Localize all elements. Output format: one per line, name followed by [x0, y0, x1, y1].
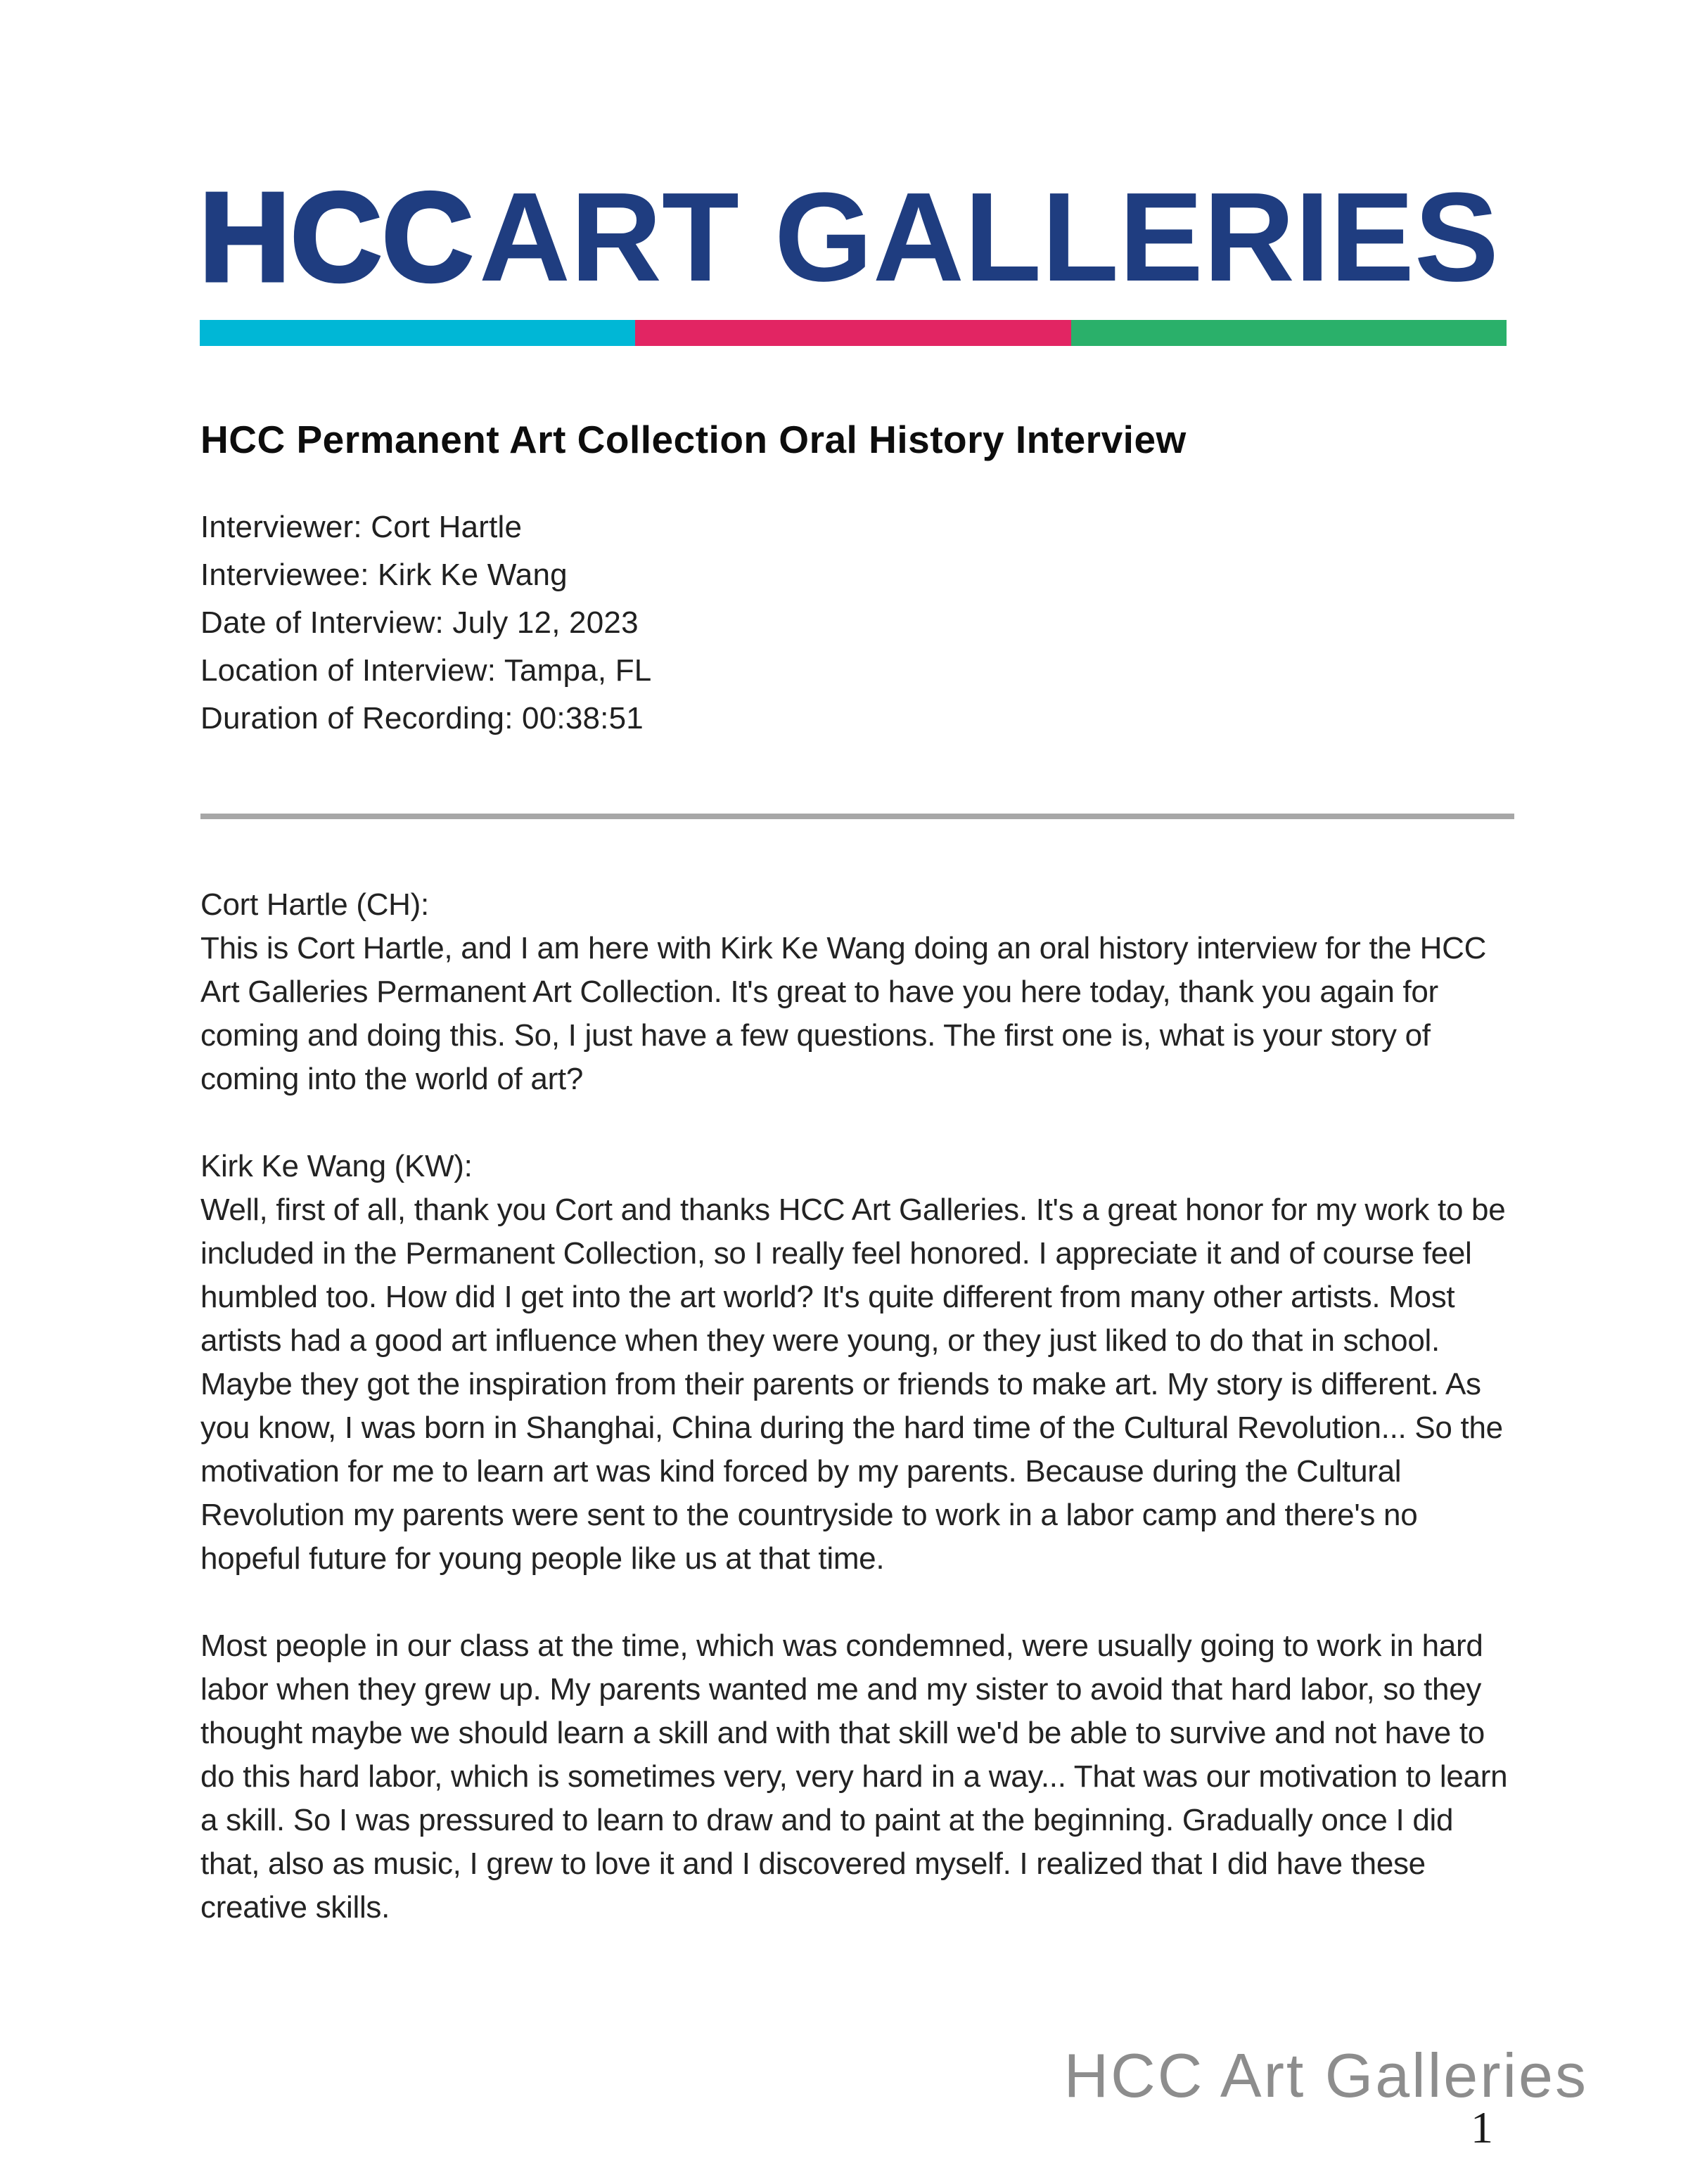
brand-bar-segment	[635, 320, 1070, 346]
transcript-paragraph	[200, 883, 1510, 1101]
transcript-paragraph	[200, 1145, 1510, 1581]
brand-color-bar	[200, 320, 1507, 346]
speaker-label: Kirk Ke Wang (KW):	[200, 1149, 473, 1183]
page-number: 1	[1471, 2102, 1493, 2152]
section-divider	[200, 814, 1514, 819]
speaker-label: Cort Hartle (CH):	[200, 887, 429, 922]
interview-metadata	[200, 503, 1509, 743]
metadata-location: Location of Interview: Tampa, FL	[200, 653, 652, 688]
page-title: HCC Permanent Art Collection Oral History Interview	[200, 418, 1187, 461]
logo-hcc-text: HCC	[199, 167, 473, 308]
metadata-date: Date of Interview: July 12, 2023	[200, 605, 639, 640]
metadata-duration: Duration of Recording: 00:38:51	[200, 701, 644, 736]
brand-bar-segment	[1071, 320, 1507, 346]
speaker-text: Most people in our class at the time, which was condemned, were usually going to work in hard labor when they grew up. My parents wanted me and my sister to avoid that hard labor, so they thought maybe we should learn a skill and with that skill we'd be able to survive and not have to do this hard labor, which is sometimes very, very hard in a way... That was our motivation to learn a skill. So I was pressured to learn to draw and to paint at the beginning. Gradually once I did that, also as music, I grew to love it and I discovered myself. I realized that I did have these creative skills.	[200, 1629, 1508, 1925]
speaker-text: This is Cort Hartle, and I am here with Kirk Ke Wang doing an oral history interview for the HCC Art Galleries Permanent Art Collection. It's great to have you here today, thank you again for coming and doing this. So, I just have a few questions. The first one is, what is your story of coming into the world of art?	[200, 931, 1487, 1096]
footer-watermark: HCC Art Galleries	[1063, 2041, 1588, 2110]
speaker-text: Well, first of all, thank you Cort and thanks HCC Art Galleries. It's a great honor for my work to be included in the Permanent Collection, so I really feel honored. I appreciate it and of course feel humbled too. How did I get into the art world? It's quite different from many other artists. Most artists had a good art influence when they were young, or they just liked to do that in school. Maybe they got the inspiration from their parents or friends to make art. My story is different. As you know, I was born in Shanghai, China during the hard time of the Cultural Revolution... So the motivation for me to learn art was kind forced by my parents. Because during the Cultural Revolution my parents were sent to the countryside to work in a labor camp and there's no hopeful future for young people like us at that time.	[200, 1193, 1506, 1576]
brand-bar-segment	[200, 320, 635, 346]
logo-art-galleries-text: ART GALLERIES	[478, 167, 1500, 308]
hcc-art-galleries-logo	[199, 167, 1500, 308]
transcript	[200, 883, 1510, 1929]
transcript-paragraph	[200, 1624, 1510, 1929]
metadata-interviewer: Interviewer: Cort Hartle	[200, 510, 523, 544]
metadata-interviewee: Interviewee: Kirk Ke Wang	[200, 558, 568, 592]
